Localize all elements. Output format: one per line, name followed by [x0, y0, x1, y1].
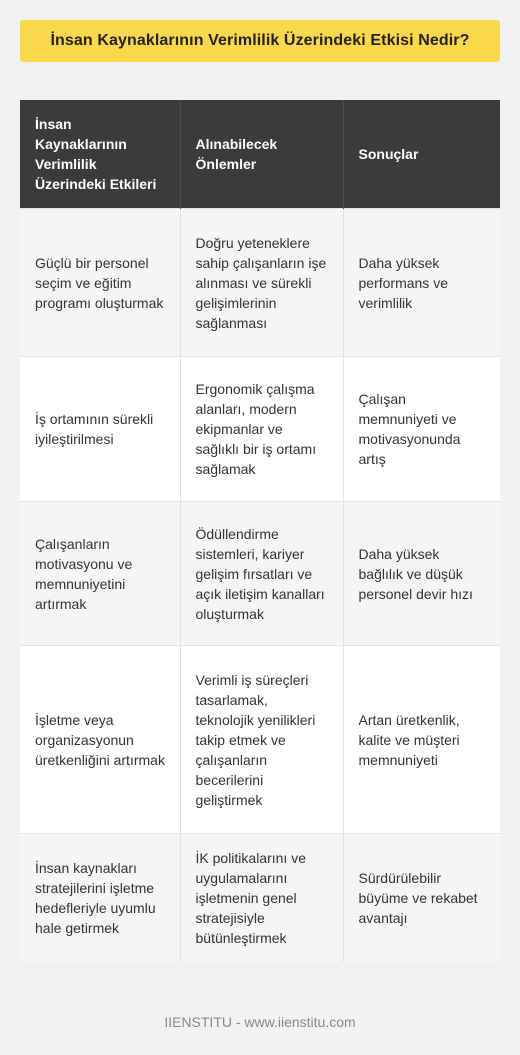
- cell-result: Daha yüksek bağlılık ve düşük personel devir hızı: [343, 502, 500, 646]
- comparison-table: [20, 100, 500, 962]
- table-header: [20, 100, 500, 209]
- column-header-measures: Alınabilecek Önlemler: [180, 100, 343, 209]
- cell-result: Artan üretkenlik, kalite ve müşteri memnuniyeti: [343, 646, 500, 834]
- table-row: [20, 502, 500, 646]
- cell-result: Çalışan memnuniyeti ve motivasyonunda artış: [343, 357, 500, 502]
- table-row: [20, 834, 500, 962]
- cell-measure: Verimli iş süreçleri tasarlamak, teknolojik yenilikleri takip etmek ve çalışanların becerilerini geliştirmek: [180, 646, 343, 834]
- cell-effect: İşletme veya organizasyonun üretkenliğini artırmak: [20, 646, 180, 834]
- header-row: [20, 100, 500, 209]
- cell-effect: Güçlü bir personel seçim ve eğitim programı oluşturmak: [20, 209, 180, 357]
- table-row: [20, 209, 500, 357]
- page-title: İnsan Kaynaklarının Verimlilik Üzerindeki Etkisi Nedir?: [50, 32, 470, 49]
- footer-credit: IIENSTITU - www.iienstitu.com: [164, 1014, 356, 1030]
- cell-effect: İnsan kaynakları stratejilerini işletme hedefleriyle uyumlu hale getirmek: [20, 834, 180, 962]
- cell-measure: Ergonomik çalışma alanları, modern ekipmanlar ve sağlıklı bir iş ortamı sağlamak: [180, 357, 343, 502]
- cell-effect: İş ortamının sürekli iyileştirilmesi: [20, 357, 180, 502]
- cell-result: Daha yüksek performans ve verimlilik: [343, 209, 500, 357]
- table-row: [20, 646, 500, 834]
- title-banner: [20, 20, 500, 62]
- cell-measure: Ödüllendirme sistemleri, kariyer gelişim fırsatları ve açık iletişim kanalları oluşturmak: [180, 502, 343, 646]
- cell-measure: Doğru yeteneklere sahip çalışanların işe alınması ve sürekli gelişimlerinin sağlanması: [180, 209, 343, 357]
- table-row: [20, 357, 500, 502]
- cell-result: Sürdürülebilir büyüme ve rekabet avantajı: [343, 834, 500, 962]
- column-header-effects: İnsan Kaynaklarının Verimlilik Üzerindeki Etkileri: [20, 100, 180, 209]
- cell-measure: İK politikalarını ve uygulamalarını işletmenin genel stratejisiyle bütünleştirmek: [180, 834, 343, 962]
- table-body: [20, 209, 500, 962]
- table-container: [20, 100, 500, 962]
- cell-effect: Çalışanların motivasyonu ve memnuniyetini artırmak: [20, 502, 180, 646]
- column-header-results: Sonuçlar: [343, 100, 500, 209]
